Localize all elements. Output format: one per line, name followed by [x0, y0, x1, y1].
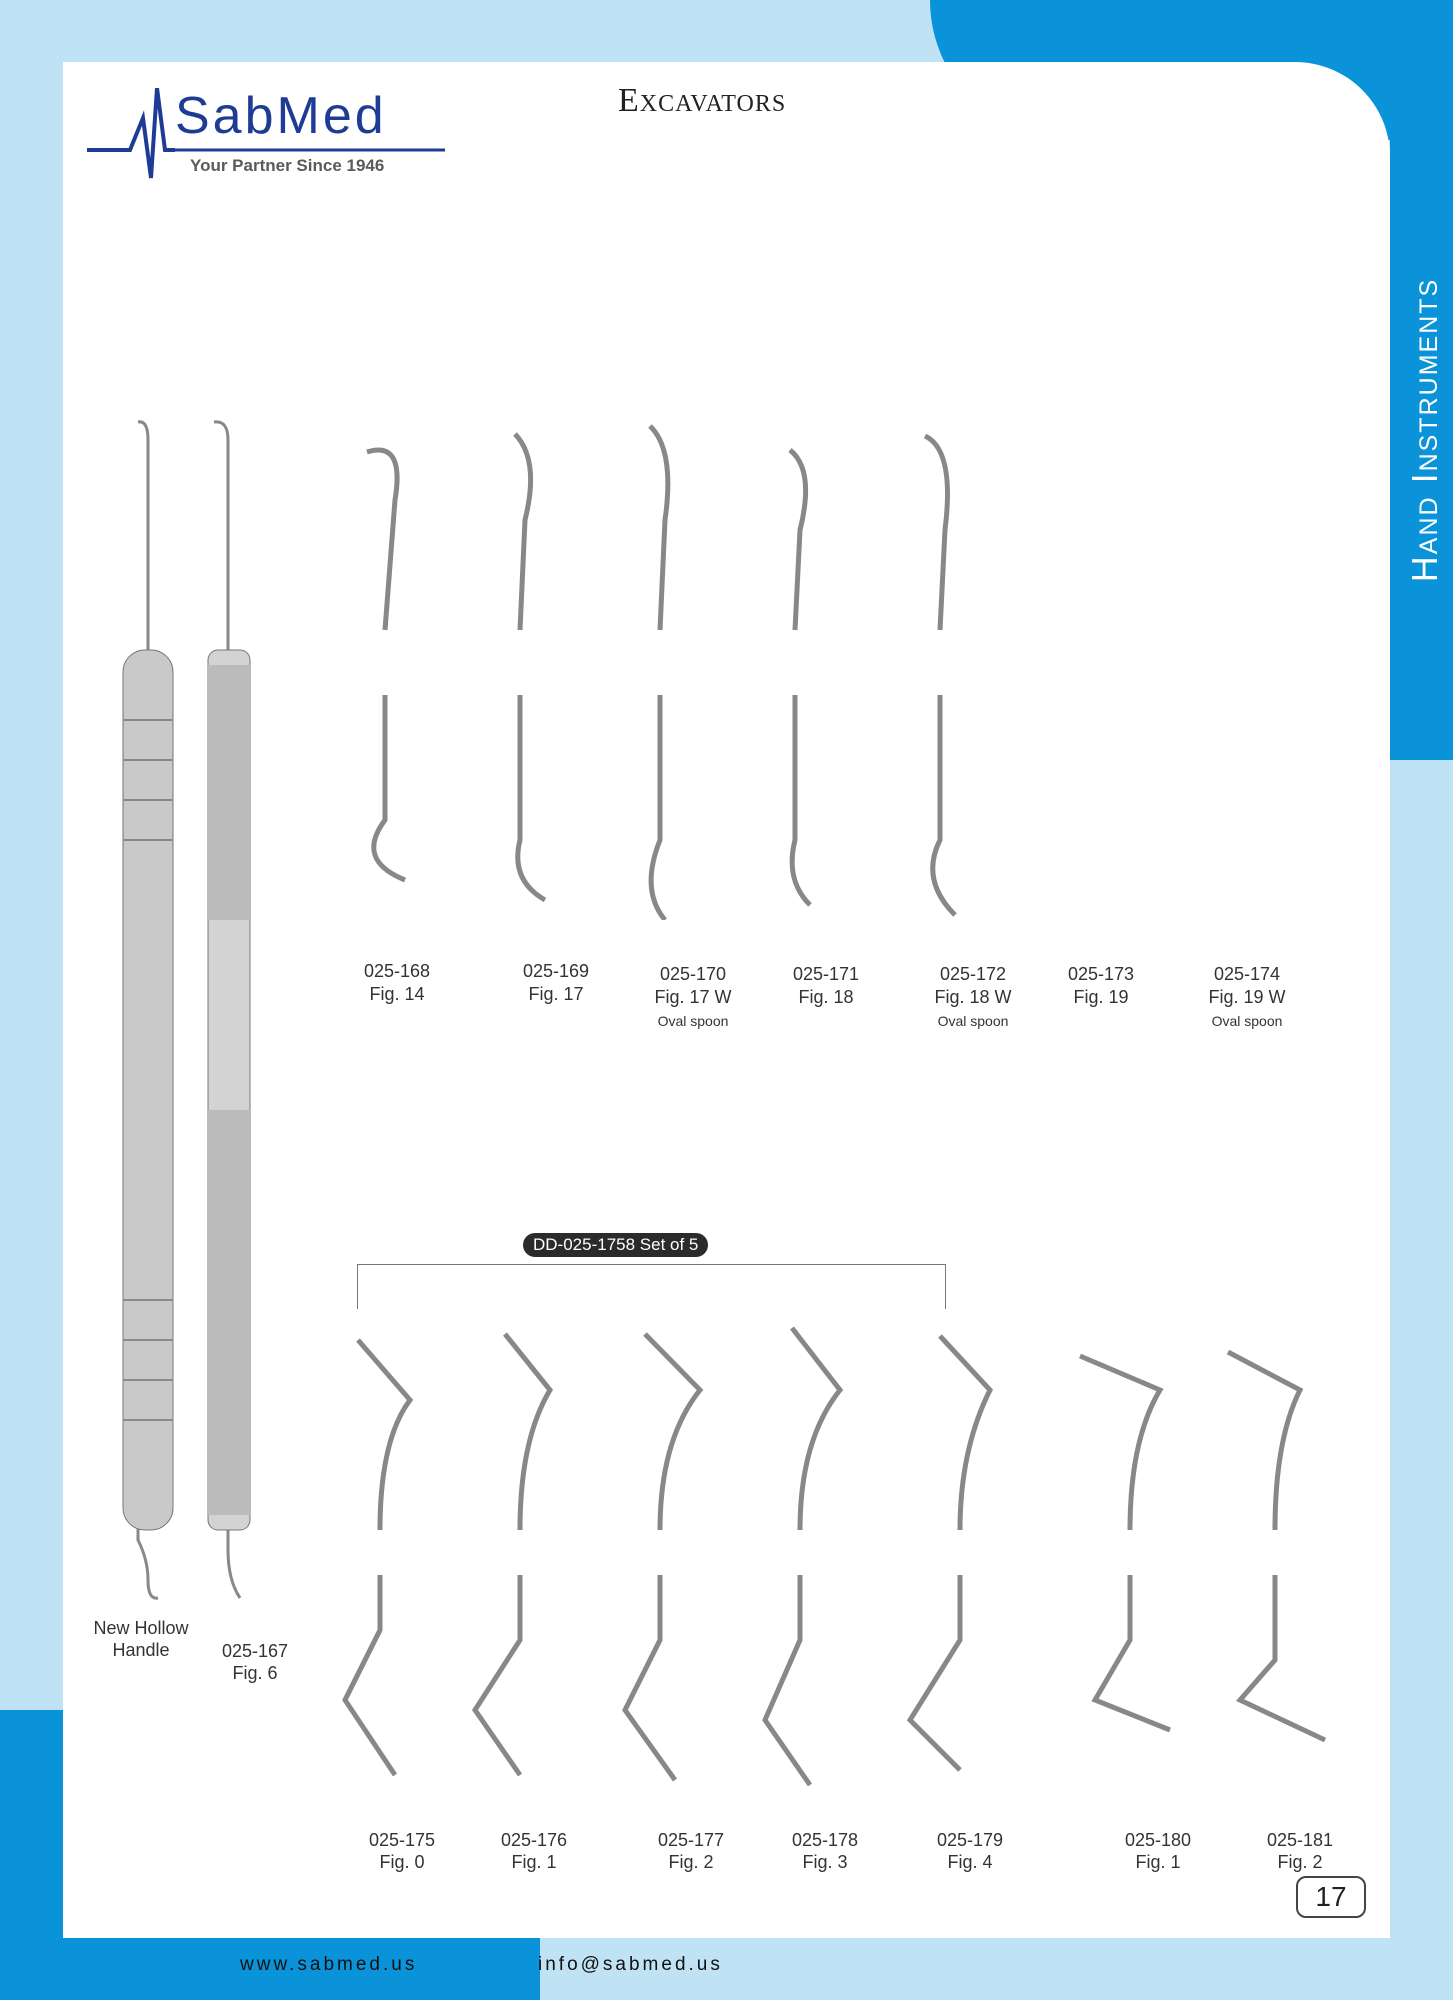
page-number: 17 — [1296, 1876, 1366, 1918]
item-fig: Fig. 2 — [668, 1852, 714, 1872]
handle-fig: Fig. 6 — [232, 1663, 278, 1683]
item-note: Oval spoon — [1211, 1013, 1283, 1029]
item-fig: Fig. 18 — [798, 987, 854, 1007]
section-label: Hand Instruments — [1404, 277, 1445, 583]
page-title: Excavators — [618, 82, 787, 119]
item-fig: Fig. 19 W — [1208, 987, 1286, 1007]
row2-instruments — [340, 1320, 1350, 1790]
set-badge: DD-025-1758 Set of 5 — [523, 1233, 708, 1257]
item-code: 025-175 — [368, 1830, 436, 1850]
item-fig: Fig. 4 — [947, 1852, 993, 1872]
item-note: Oval spoon — [657, 1013, 729, 1029]
footer-website[interactable]: www.sabmed.us — [240, 1954, 418, 1975]
item-code: 025-173 — [1067, 964, 1135, 984]
item-code: 025-171 — [792, 964, 860, 984]
item-note: Oval spoon — [937, 1013, 1009, 1029]
item-code: 025-172 — [939, 964, 1007, 984]
item-code: 025-174 — [1213, 964, 1281, 984]
item-code: 025-176 — [500, 1830, 568, 1850]
brand-tagline: Your Partner Since 1946 — [190, 156, 385, 175]
item-fig: Fig. 3 — [802, 1852, 848, 1872]
brand-name: SabMed — [175, 87, 387, 145]
item-fig: Fig. 18 W — [934, 987, 1012, 1007]
footer-email[interactable]: info@sabmed.us — [538, 1954, 723, 1975]
handle-caption: New Hollow Handle — [93, 1618, 189, 1660]
item-code: 025-181 — [1266, 1830, 1334, 1850]
row1-instruments — [345, 420, 1045, 920]
item-code: 025-170 — [659, 964, 727, 984]
item-fig: Fig. 17 W — [654, 987, 732, 1007]
knurled-handle-instrument — [200, 420, 260, 1610]
set-bracket — [357, 1264, 946, 1309]
item-code: 025-177 — [657, 1830, 725, 1850]
item-fig: Fig. 17 — [528, 984, 584, 1004]
item-fig: Fig. 14 — [369, 984, 425, 1004]
handle-code: 025-167 — [221, 1641, 289, 1661]
item-fig: Fig. 0 — [379, 1852, 425, 1872]
item-code: 025-169 — [522, 961, 590, 981]
item-fig: Fig. 2 — [1277, 1852, 1323, 1872]
item-code: 025-178 — [791, 1830, 859, 1850]
item-code: 025-168 — [363, 961, 431, 981]
item-fig: Fig. 19 — [1073, 987, 1129, 1007]
item-fig: Fig. 1 — [1135, 1852, 1181, 1872]
item-code: 025-180 — [1124, 1830, 1192, 1850]
hollow-handle-instrument — [118, 420, 188, 1610]
item-code: 025-179 — [936, 1830, 1004, 1850]
item-fig: Fig. 1 — [511, 1852, 557, 1872]
